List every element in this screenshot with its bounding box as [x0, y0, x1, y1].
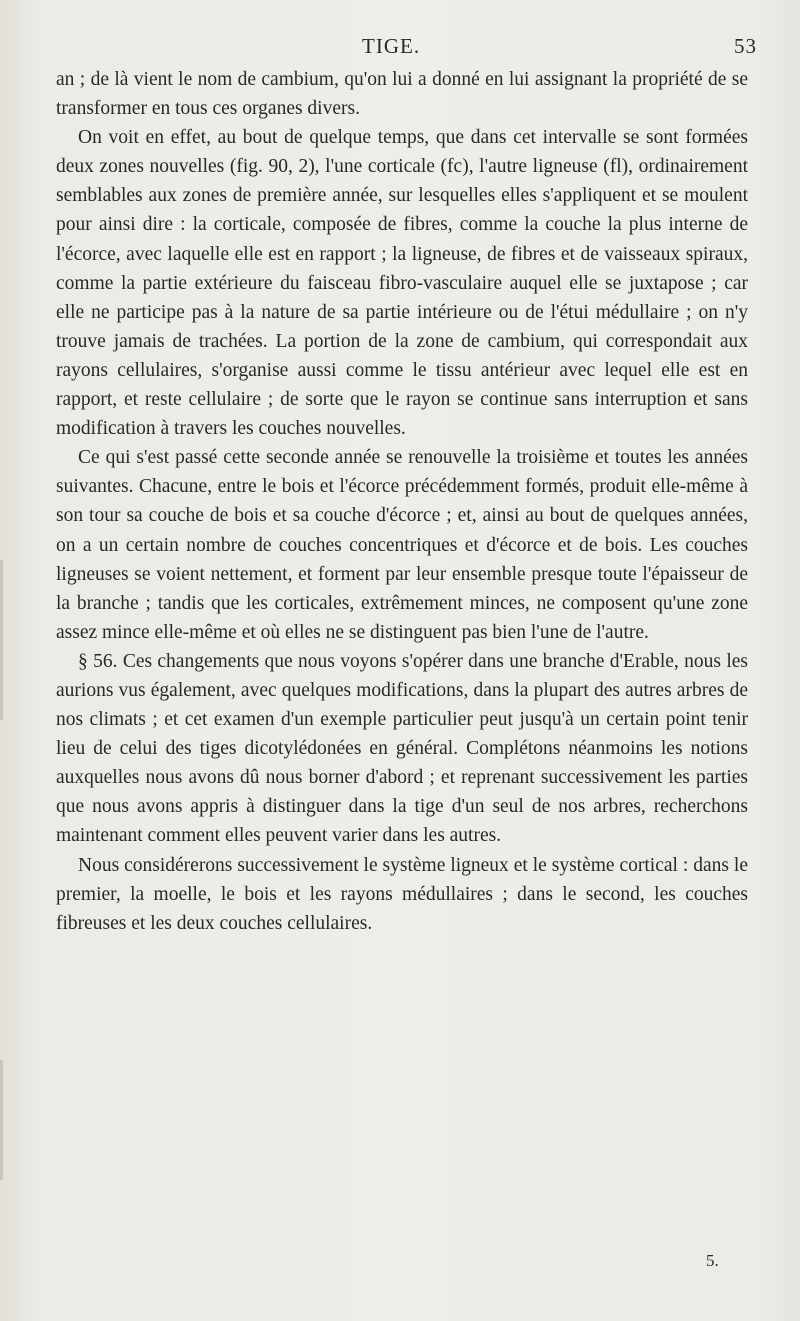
- running-title: TIGE.: [362, 34, 421, 58]
- paragraph: Nous considérerons successivement le système ligneux et le système cortical : dans le premier, la moelle, le bois et les rayons médullaires ; dans le second, les couches fibreuses et les deux couches cellulaires.: [56, 854, 748, 934]
- page-number: 53: [734, 34, 757, 58]
- page-edge-mark: [0, 1060, 3, 1180]
- paragraph: On voit en effet, au bout de quelque temps, que dans cet intervalle se sont formées deux zones nouvelles (fig. 90, 2), l'une corticale (fc), l'autre ligneuse (fl), ordinairement semblables aux zones de première année, sur lesquelles elles s'appliquent et se moulent pour ainsi dire : la corticale, composée de fibres, comme la couche la plus interne de l'écorce, avec laquelle elle est en rapport ; la ligneuse, de fibres et de vaisseaux spiraux, comme la partie extérieure du faisceau fibro-vasculaire auquel elle se juxtapose ; car elle ne participe pas à la nature de sa partie intérieure ou de l'étui médullaire ; on n'y trouve jamais de trachées. La portion de la zone de cambium, qui correspondait aux rayons cellulaires, s'organise aussi comme le tissu antérieur avec lequel elle est en rapport, et reste cellulaire ; de sorte que le rayon se continue sans interruption et sans modification à travers les couches nouvelles.: [56, 127, 748, 440]
- paragraph: an ; de là vient le nom de cambium, qu'on lui a donné en lui assignant la propriété de se transformer en tous ces organes divers.: [56, 69, 748, 120]
- signature-mark: 5.: [706, 1251, 719, 1270]
- running-header: [0, 34, 800, 64]
- paragraph: Ce qui s'est passé cette seconde année se renouvelle la troisième et toutes les années suivantes. Chacune, entre le bois et l'écorce précédemment formés, produit elle-même à son tour sa couche de bois et sa couche d'écorce ; et, ainsi au bout de quelques années, on a un certain nombre de couches concentriques et d'écorce et de bois. Les couches ligneuses se voient nettement, et forment par leur ensemble presque toute l'épaisseur de la branche ; tandis que les corticales, extrêmement minces, ne composent qu'une zone assez mince elle-même et où elles ne se distinguent pas bien l'une de l'autre.: [56, 447, 748, 643]
- body-text: [56, 65, 748, 938]
- page-edge-mark: [0, 560, 3, 720]
- paragraph: § 56. Ces changements que nous voyons s'opérer dans une branche d'Erable, nous les aurions vus également, avec quelques modifications, dans la plupart des autres arbres de nos climats ; et cet examen d'un exemple particulier peut jusqu'à un certain point tenir lieu de celui des tiges dicotylédonées en général. Complétons néanmoins les notions auxquelles nous avons dû nous borner d'abord ; et reprenant successivement les parties que nous avons appris à distinguer dans la tige d'un seul de nos arbres, recherchons maintenant comment elles peuvent varier dans les autres.: [56, 650, 748, 847]
